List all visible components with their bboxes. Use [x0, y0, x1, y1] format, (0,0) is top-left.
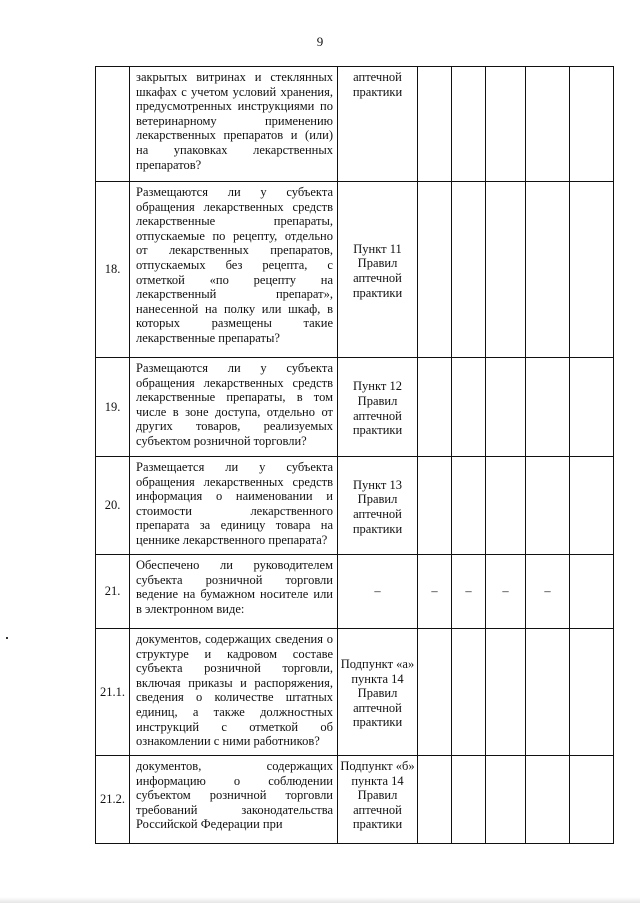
answer-cell-na [486, 67, 526, 182]
answer-cell-extra [570, 555, 614, 629]
scan-bottom-edge [0, 897, 640, 903]
answer-cell-extra [570, 67, 614, 182]
question-text [130, 67, 338, 182]
answer-cell-no [452, 756, 486, 844]
answer-cell-note [526, 182, 570, 358]
question-text [130, 182, 338, 358]
answer-cell-note [526, 358, 570, 457]
legal-reference [338, 629, 418, 756]
question-text [130, 555, 338, 629]
table-row [96, 182, 614, 358]
answer-cell-extra [570, 182, 614, 358]
question-text-content: Размещаются ли у субъекта обращения лекарственных средств лекарственные препараты, отпускаемые по рецепту, отдельно от лекарственных препаратов, отпускаемых без рецепта, с отметкой «по рецепту на лекарственный препарат», нанесенной на полку или шкаф, в которых размещены такие лекарственные препараты? [136, 185, 333, 345]
answer-cell-na [486, 629, 526, 756]
question-text-content: документов, содержащих информацию о соблюдении субъектом розничной торговли требований законодательства Российской Федерации при [136, 759, 333, 832]
legal-reference: – [338, 555, 418, 629]
legal-reference [338, 457, 418, 555]
legal-reference [338, 358, 418, 457]
answer-cell-extra [570, 358, 614, 457]
table-row [96, 629, 614, 756]
row-number: 20. [96, 457, 130, 555]
answer-cell-note [526, 457, 570, 555]
row-number: 21. [96, 555, 130, 629]
table-row [96, 457, 614, 555]
row-number: 19. [96, 358, 130, 457]
table-row [96, 358, 614, 457]
table-row [96, 555, 614, 629]
legal-reference [338, 182, 418, 358]
reference-text: Пункт 13 Правил аптечной практики [352, 477, 403, 536]
answer-cell-note [526, 67, 570, 182]
answer-cell-note: – [526, 555, 570, 629]
table-row [96, 67, 614, 182]
row-number: 21.2. [96, 756, 130, 844]
reference-text: Пункт 11 Правил аптечной практики [352, 241, 403, 300]
question-text [130, 358, 338, 457]
reference-text: Подпункт «а» пункта 14 Правил аптечной практики [340, 657, 415, 730]
answer-cell-yes [418, 182, 452, 358]
row-number: 21.1. [96, 629, 130, 756]
reference-text: аптечной практики [352, 70, 403, 99]
question-text [130, 629, 338, 756]
table-row [96, 756, 614, 844]
answer-cell-extra [570, 457, 614, 555]
answer-cell-no [452, 629, 486, 756]
row-number [96, 67, 130, 182]
answer-cell-no: – [452, 555, 486, 629]
answer-cell-na [486, 358, 526, 457]
scan-speck [6, 637, 8, 639]
row-number: 18. [96, 182, 130, 358]
answer-cell-yes: – [418, 555, 452, 629]
answer-cell-na [486, 457, 526, 555]
answer-cell-no [452, 182, 486, 358]
answer-cell-note [526, 629, 570, 756]
answer-cell-yes [418, 457, 452, 555]
question-text-content: закрытых витринах и стеклянных шкафах с учетом условий хранения, предусмотренных инструкциями по ветеринарному применению лекарственных препаратов и (или) на упаковках лекарственных препаратов? [136, 70, 333, 172]
reference-text: Пункт 12 Правил аптечной практики [352, 379, 403, 438]
answer-cell-yes [418, 756, 452, 844]
question-text [130, 756, 338, 844]
answer-cell-na: – [486, 555, 526, 629]
question-text-content: Размещается ли у субъекта обращения лекарственных средств информация о наименовании и стоимости лекарственного препарата за единицу товара на ценнике лекарственного препарата? [136, 460, 333, 547]
question-text-content: Обеспечено ли руководителем субъекта розничной торговли ведение на бумажном носителе или в электронном виде: [136, 558, 333, 616]
checklist-table [95, 66, 614, 844]
question-text-content: документов, содержащих сведения о структуре и кадровом составе субъекта розничной торговли, включая приказы и распоряжения, сведения о количестве штатных единиц, а также должностных инструкций с отметкой об ознакомлении с ними работников? [136, 632, 333, 749]
answer-cell-extra [570, 629, 614, 756]
question-text [130, 457, 338, 555]
answer-cell-no [452, 457, 486, 555]
answer-cell-extra [570, 756, 614, 844]
page-number: 9 [316, 34, 324, 49]
legal-reference [338, 756, 418, 844]
answer-cell-na [486, 182, 526, 358]
answer-cell-yes [418, 358, 452, 457]
answer-cell-yes [418, 629, 452, 756]
answer-cell-no [452, 358, 486, 457]
answer-cell-yes [418, 67, 452, 182]
answer-cell-note [526, 756, 570, 844]
answer-cell-na [486, 756, 526, 844]
legal-reference [338, 67, 418, 182]
question-text-content: Размещаются ли у субъекта обращения лекарственных средств лекарственные препараты, в том числе в зоне доступа, отдельно от других товаров, реализуемых субъектом розничной торговли? [136, 361, 333, 448]
answer-cell-no [452, 67, 486, 182]
reference-text: Подпункт «б» пункта 14 Правил аптечной практики [340, 759, 415, 832]
